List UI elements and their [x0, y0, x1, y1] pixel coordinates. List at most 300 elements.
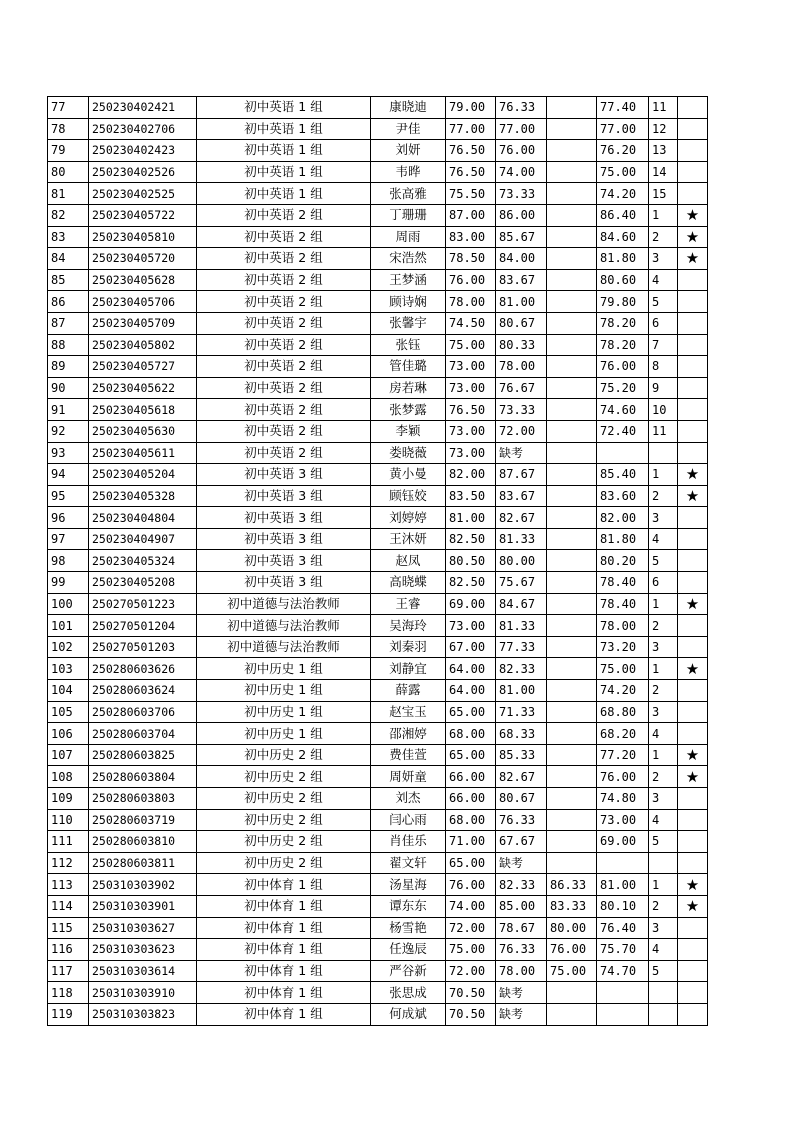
skill-score-cell	[547, 723, 597, 745]
table-row	[48, 960, 708, 982]
total-score-cell: 69.00	[597, 831, 649, 853]
total-score-cell: 73.20	[597, 636, 649, 658]
candidate-name-cell: 刘妍	[371, 140, 446, 162]
rank-cell: 2	[649, 226, 678, 248]
written-score-cell: 66.00	[446, 788, 496, 810]
rank-cell: 1	[649, 204, 678, 226]
exam-id-cell: 250270501204	[89, 615, 197, 637]
rank-cell: 5	[649, 960, 678, 982]
table-row	[48, 442, 708, 464]
rank-cell: 4	[649, 723, 678, 745]
interview-score-cell: 缺考	[496, 1003, 547, 1025]
table-row	[48, 939, 708, 961]
written-score-cell: 74.50	[446, 312, 496, 334]
interview-score-cell: 85.00	[496, 895, 547, 917]
position-cell: 初中英语 1 组	[197, 161, 371, 183]
interview-score-cell: 74.00	[496, 161, 547, 183]
position-cell: 初中体育 1 组	[197, 960, 371, 982]
selected-mark-cell	[678, 572, 708, 594]
candidate-name-cell: 黄小曼	[371, 464, 446, 486]
table-row	[48, 399, 708, 421]
total-score-cell: 75.70	[597, 939, 649, 961]
written-score-cell: 75.00	[446, 334, 496, 356]
star-icon: ★	[678, 464, 708, 486]
table-row	[48, 485, 708, 507]
skill-score-cell	[547, 97, 597, 119]
rank-cell: 6	[649, 572, 678, 594]
written-score-cell: 73.00	[446, 356, 496, 378]
candidate-name-cell: 任逸辰	[371, 939, 446, 961]
candidate-name-cell: 刘婷婷	[371, 507, 446, 529]
interview-score-cell: 73.33	[496, 183, 547, 205]
skill-score-cell	[547, 982, 597, 1004]
written-score-cell: 78.00	[446, 291, 496, 313]
written-score-cell: 65.00	[446, 701, 496, 723]
exam-id-cell: 250230405622	[89, 377, 197, 399]
serial-number-cell: 99	[48, 572, 89, 594]
total-score-cell: 76.00	[597, 766, 649, 788]
written-score-cell: 82.00	[446, 464, 496, 486]
position-cell: 初中英语 1 组	[197, 183, 371, 205]
written-score-cell: 74.00	[446, 895, 496, 917]
position-cell: 初中体育 1 组	[197, 982, 371, 1004]
star-icon: ★	[678, 248, 708, 270]
serial-number-cell: 109	[48, 788, 89, 810]
serial-number-cell: 105	[48, 701, 89, 723]
exam-id-cell: 250230405727	[89, 356, 197, 378]
total-score-cell: 84.60	[597, 226, 649, 248]
selected-mark-cell	[678, 97, 708, 119]
total-score-cell: 77.40	[597, 97, 649, 119]
serial-number-cell: 103	[48, 658, 89, 680]
written-score-cell: 76.00	[446, 269, 496, 291]
skill-score-cell	[547, 420, 597, 442]
serial-number-cell: 110	[48, 809, 89, 831]
exam-id-cell: 250310303614	[89, 960, 197, 982]
skill-score-cell	[547, 593, 597, 615]
position-cell: 初中英语 1 组	[197, 140, 371, 162]
total-score-cell: 79.80	[597, 291, 649, 313]
serial-number-cell: 80	[48, 161, 89, 183]
table-row	[48, 680, 708, 702]
position-cell: 初中英语 1 组	[197, 118, 371, 140]
table-row	[48, 528, 708, 550]
serial-number-cell: 115	[48, 917, 89, 939]
candidate-name-cell: 肖佳乐	[371, 831, 446, 853]
exam-id-cell: 250230405722	[89, 204, 197, 226]
written-score-cell: 72.00	[446, 960, 496, 982]
candidate-name-cell: 康晓迪	[371, 97, 446, 119]
total-score-cell: 74.20	[597, 183, 649, 205]
skill-score-cell	[547, 485, 597, 507]
rank-cell: 13	[649, 140, 678, 162]
interview-score-cell: 78.00	[496, 960, 547, 982]
total-score-cell: 86.40	[597, 204, 649, 226]
candidate-name-cell: 严谷新	[371, 960, 446, 982]
table-row	[48, 788, 708, 810]
skill-score-cell	[547, 118, 597, 140]
selected-mark-cell	[678, 615, 708, 637]
written-score-cell: 68.00	[446, 723, 496, 745]
star-icon: ★	[678, 744, 708, 766]
candidate-name-cell: 周雨	[371, 226, 446, 248]
interview-score-cell: 77.00	[496, 118, 547, 140]
position-cell: 初中历史 2 组	[197, 809, 371, 831]
written-score-cell: 82.50	[446, 572, 496, 594]
serial-number-cell: 84	[48, 248, 89, 270]
selected-mark-cell	[678, 788, 708, 810]
written-score-cell: 67.00	[446, 636, 496, 658]
rank-cell: 7	[649, 334, 678, 356]
table-row	[48, 1003, 708, 1025]
candidate-name-cell: 王睿	[371, 593, 446, 615]
exam-id-cell: 250230402526	[89, 161, 197, 183]
written-score-cell: 69.00	[446, 593, 496, 615]
position-cell: 初中体育 1 组	[197, 874, 371, 896]
exam-id-cell: 250230405802	[89, 334, 197, 356]
exam-id-cell: 250310303823	[89, 1003, 197, 1025]
interview-score-cell: 71.33	[496, 701, 547, 723]
position-cell: 初中英语 2 组	[197, 420, 371, 442]
table-row	[48, 118, 708, 140]
table-row	[48, 874, 708, 896]
selected-mark-cell	[678, 140, 708, 162]
written-score-cell: 64.00	[446, 680, 496, 702]
table-row	[48, 140, 708, 162]
exam-id-cell: 250230405208	[89, 572, 197, 594]
table-row	[48, 809, 708, 831]
written-score-cell: 83.00	[446, 226, 496, 248]
written-score-cell: 68.00	[446, 809, 496, 831]
serial-number-cell: 102	[48, 636, 89, 658]
selected-mark-cell	[678, 528, 708, 550]
interview-score-cell: 缺考	[496, 852, 547, 874]
total-score-cell	[597, 982, 649, 1004]
interview-score-cell: 76.67	[496, 377, 547, 399]
exam-id-cell: 250230405611	[89, 442, 197, 464]
table-row	[48, 658, 708, 680]
rank-cell: 1	[649, 464, 678, 486]
table-row	[48, 420, 708, 442]
interview-score-cell: 85.67	[496, 226, 547, 248]
table-row	[48, 615, 708, 637]
serial-number-cell: 92	[48, 420, 89, 442]
rank-cell: 3	[649, 636, 678, 658]
serial-number-cell: 100	[48, 593, 89, 615]
serial-number-cell: 87	[48, 312, 89, 334]
candidate-name-cell: 李颖	[371, 420, 446, 442]
table-row	[48, 226, 708, 248]
position-cell: 初中历史 2 组	[197, 766, 371, 788]
position-cell: 初中英语 2 组	[197, 356, 371, 378]
serial-number-cell: 107	[48, 744, 89, 766]
written-score-cell: 66.00	[446, 766, 496, 788]
skill-score-cell	[547, 334, 597, 356]
candidate-name-cell: 杨雪艳	[371, 917, 446, 939]
exam-id-cell: 250310303901	[89, 895, 197, 917]
selected-mark-cell	[678, 291, 708, 313]
total-score-cell: 82.00	[597, 507, 649, 529]
exam-id-cell: 250230405720	[89, 248, 197, 270]
serial-number-cell: 93	[48, 442, 89, 464]
selected-mark-cell	[678, 723, 708, 745]
serial-number-cell: 91	[48, 399, 89, 421]
candidate-name-cell: 王梦涵	[371, 269, 446, 291]
skill-score-cell	[547, 766, 597, 788]
exam-id-cell: 250230402525	[89, 183, 197, 205]
rank-cell: 8	[649, 356, 678, 378]
skill-score-cell	[547, 399, 597, 421]
exam-id-cell: 250280603810	[89, 831, 197, 853]
total-score-cell: 78.40	[597, 593, 649, 615]
position-cell: 初中英语 1 组	[197, 97, 371, 119]
position-cell: 初中道德与法治教师	[197, 615, 371, 637]
candidate-name-cell: 翟文轩	[371, 852, 446, 874]
position-cell: 初中英语 3 组	[197, 507, 371, 529]
candidate-name-cell: 丁珊珊	[371, 204, 446, 226]
score-table	[47, 96, 708, 1026]
serial-number-cell: 82	[48, 204, 89, 226]
position-cell: 初中体育 1 组	[197, 939, 371, 961]
interview-score-cell: 73.33	[496, 399, 547, 421]
skill-score-cell	[547, 356, 597, 378]
skill-score-cell	[547, 269, 597, 291]
interview-score-cell: 67.67	[496, 831, 547, 853]
table-row	[48, 269, 708, 291]
table-row	[48, 982, 708, 1004]
written-score-cell: 70.50	[446, 1003, 496, 1025]
rank-cell: 3	[649, 788, 678, 810]
selected-mark-cell	[678, 356, 708, 378]
rank-cell: 1	[649, 658, 678, 680]
serial-number-cell: 88	[48, 334, 89, 356]
serial-number-cell: 119	[48, 1003, 89, 1025]
total-score-cell	[597, 852, 649, 874]
skill-score-cell	[547, 550, 597, 572]
position-cell: 初中体育 1 组	[197, 895, 371, 917]
rank-cell: 4	[649, 939, 678, 961]
total-score-cell: 85.40	[597, 464, 649, 486]
selected-mark-cell	[678, 183, 708, 205]
rank-cell: 2	[649, 766, 678, 788]
total-score-cell: 81.00	[597, 874, 649, 896]
exam-id-cell: 250280603706	[89, 701, 197, 723]
interview-score-cell: 76.33	[496, 809, 547, 831]
candidate-name-cell: 谭东东	[371, 895, 446, 917]
candidate-name-cell: 张思成	[371, 982, 446, 1004]
table-row	[48, 356, 708, 378]
skill-score-cell	[547, 226, 597, 248]
written-score-cell: 73.00	[446, 377, 496, 399]
candidate-name-cell: 薛露	[371, 680, 446, 702]
rank-cell: 2	[649, 680, 678, 702]
star-icon: ★	[678, 226, 708, 248]
selected-mark-cell	[678, 550, 708, 572]
written-score-cell: 76.50	[446, 140, 496, 162]
candidate-name-cell: 管佳璐	[371, 356, 446, 378]
written-score-cell: 87.00	[446, 204, 496, 226]
rank-cell: 2	[649, 615, 678, 637]
skill-score-cell	[547, 1003, 597, 1025]
candidate-name-cell: 赵凤	[371, 550, 446, 572]
selected-mark-cell	[678, 1003, 708, 1025]
written-score-cell: 79.00	[446, 97, 496, 119]
total-score-cell: 83.60	[597, 485, 649, 507]
rank-cell: 10	[649, 399, 678, 421]
exam-id-cell: 250280603624	[89, 680, 197, 702]
exam-id-cell: 250230405709	[89, 312, 197, 334]
rank-cell: 5	[649, 550, 678, 572]
table-row	[48, 572, 708, 594]
skill-score-cell	[547, 658, 597, 680]
written-score-cell: 72.00	[446, 917, 496, 939]
selected-mark-cell	[678, 852, 708, 874]
serial-number-cell: 89	[48, 356, 89, 378]
candidate-name-cell: 赵宝玉	[371, 701, 446, 723]
exam-id-cell: 250280603803	[89, 788, 197, 810]
rank-cell: 9	[649, 377, 678, 399]
written-score-cell: 70.50	[446, 982, 496, 1004]
skill-score-cell	[547, 680, 597, 702]
rank-cell: 4	[649, 269, 678, 291]
interview-score-cell: 77.33	[496, 636, 547, 658]
serial-number-cell: 101	[48, 615, 89, 637]
exam-id-cell: 250280603719	[89, 809, 197, 831]
position-cell: 初中英语 2 组	[197, 204, 371, 226]
position-cell: 初中英语 2 组	[197, 399, 371, 421]
skill-score-cell	[547, 312, 597, 334]
serial-number-cell: 90	[48, 377, 89, 399]
star-icon: ★	[678, 658, 708, 680]
interview-score-cell: 82.33	[496, 658, 547, 680]
candidate-name-cell: 张梦露	[371, 399, 446, 421]
serial-number-cell: 79	[48, 140, 89, 162]
total-score-cell: 78.20	[597, 312, 649, 334]
written-score-cell: 77.00	[446, 118, 496, 140]
written-score-cell: 76.50	[446, 399, 496, 421]
serial-number-cell: 111	[48, 831, 89, 853]
position-cell: 初中历史 2 组	[197, 788, 371, 810]
total-score-cell: 81.80	[597, 528, 649, 550]
written-score-cell: 73.00	[446, 442, 496, 464]
selected-mark-cell	[678, 507, 708, 529]
interview-score-cell: 76.00	[496, 140, 547, 162]
position-cell: 初中英语 2 组	[197, 291, 371, 313]
written-score-cell: 73.00	[446, 615, 496, 637]
candidate-name-cell: 顾诗娴	[371, 291, 446, 313]
serial-number-cell: 83	[48, 226, 89, 248]
skill-score-cell	[547, 204, 597, 226]
position-cell: 初中体育 1 组	[197, 917, 371, 939]
position-cell: 初中英语 2 组	[197, 334, 371, 356]
total-score-cell	[597, 442, 649, 464]
skill-score-cell	[547, 442, 597, 464]
interview-score-cell: 80.00	[496, 550, 547, 572]
selected-mark-cell	[678, 831, 708, 853]
interview-score-cell: 80.67	[496, 312, 547, 334]
interview-score-cell: 84.67	[496, 593, 547, 615]
table-row	[48, 593, 708, 615]
table-row	[48, 550, 708, 572]
serial-number-cell: 108	[48, 766, 89, 788]
skill-score-cell: 86.33	[547, 874, 597, 896]
rank-cell: 3	[649, 248, 678, 270]
table-row	[48, 161, 708, 183]
rank-cell: 1	[649, 593, 678, 615]
written-score-cell: 80.50	[446, 550, 496, 572]
skill-score-cell: 75.00	[547, 960, 597, 982]
total-score-cell: 80.60	[597, 269, 649, 291]
position-cell: 初中英语 2 组	[197, 269, 371, 291]
rank-cell: 11	[649, 97, 678, 119]
star-icon: ★	[678, 485, 708, 507]
table-row	[48, 507, 708, 529]
total-score-cell: 81.80	[597, 248, 649, 270]
selected-mark-cell	[678, 399, 708, 421]
rank-cell: 5	[649, 291, 678, 313]
exam-id-cell: 250310303910	[89, 982, 197, 1004]
position-cell: 初中历史 1 组	[197, 723, 371, 745]
position-cell: 初中历史 1 组	[197, 701, 371, 723]
star-icon: ★	[678, 593, 708, 615]
position-cell: 初中英语 3 组	[197, 572, 371, 594]
table-row	[48, 744, 708, 766]
total-score-cell: 76.40	[597, 917, 649, 939]
total-score-cell: 78.40	[597, 572, 649, 594]
position-cell: 初中英语 3 组	[197, 550, 371, 572]
total-score-cell: 68.20	[597, 723, 649, 745]
interview-score-cell: 68.33	[496, 723, 547, 745]
serial-number-cell: 118	[48, 982, 89, 1004]
score-table-body	[48, 97, 708, 1026]
rank-cell: 2	[649, 895, 678, 917]
table-row	[48, 831, 708, 853]
interview-score-cell: 80.67	[496, 788, 547, 810]
interview-score-cell: 87.67	[496, 464, 547, 486]
candidate-name-cell: 娄晓薇	[371, 442, 446, 464]
exam-id-cell: 250280603704	[89, 723, 197, 745]
candidate-name-cell: 顾钰姣	[371, 485, 446, 507]
serial-number-cell: 114	[48, 895, 89, 917]
selected-mark-cell	[678, 939, 708, 961]
skill-score-cell	[547, 507, 597, 529]
candidate-name-cell: 张馨宇	[371, 312, 446, 334]
total-score-cell	[597, 1003, 649, 1025]
skill-score-cell	[547, 528, 597, 550]
interview-score-cell: 76.33	[496, 97, 547, 119]
skill-score-cell: 80.00	[547, 917, 597, 939]
position-cell: 初中英语 2 组	[197, 312, 371, 334]
interview-score-cell: 缺考	[496, 982, 547, 1004]
total-score-cell: 78.00	[597, 615, 649, 637]
star-icon: ★	[678, 204, 708, 226]
selected-mark-cell	[678, 701, 708, 723]
exam-id-cell: 250270501223	[89, 593, 197, 615]
rank-cell: 5	[649, 831, 678, 853]
skill-score-cell	[547, 248, 597, 270]
selected-mark-cell	[678, 269, 708, 291]
written-score-cell: 75.50	[446, 183, 496, 205]
rank-cell: 3	[649, 507, 678, 529]
written-score-cell: 76.50	[446, 161, 496, 183]
rank-cell: 15	[649, 183, 678, 205]
candidate-name-cell: 刘杰	[371, 788, 446, 810]
position-cell: 初中历史 2 组	[197, 852, 371, 874]
serial-number-cell: 78	[48, 118, 89, 140]
position-cell: 初中历史 2 组	[197, 744, 371, 766]
skill-score-cell	[547, 744, 597, 766]
table-row	[48, 204, 708, 226]
